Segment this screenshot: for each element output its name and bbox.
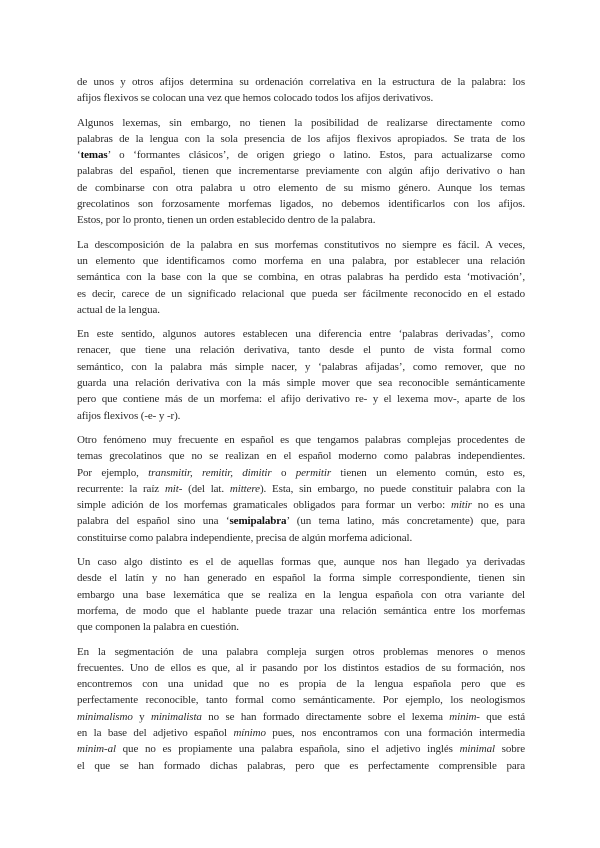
italic-term: mínimo xyxy=(233,726,266,739)
text-run: un elemento que identificamos como morfema en una palabra, por establecer una relación xyxy=(77,254,525,267)
text-line xyxy=(77,375,525,391)
italic-term: permitir xyxy=(295,466,332,479)
text-run: ’ (un tema latino, más concretamente) que, para xyxy=(286,515,525,528)
text-line xyxy=(77,237,525,253)
text-line xyxy=(77,603,525,619)
text-run: perfectamente reconocible, tanto formal como semánticamente. Por ejemplo, los neologismos xyxy=(77,694,525,707)
text-line xyxy=(77,465,525,481)
text-line xyxy=(77,497,525,513)
text-run: semántico, con la palabra más simple nacer, y ‘palabras afijadas’, como remover, que no xyxy=(77,360,525,373)
text-line xyxy=(77,448,525,464)
text-run: que está xyxy=(479,710,525,723)
italic-term: minim- xyxy=(449,710,480,723)
text-line xyxy=(77,342,525,358)
text-run: temas grecolatinos que no se realizan en el español moderno como palabras independientes. xyxy=(77,450,525,463)
text-run: semántica con la base con la que se combina, en otras palabras ha perdido esta ‘motivación’, xyxy=(77,271,525,284)
text-run: morfema, de modo que el hablante puede trazar una relación semántica entre los morfemas xyxy=(77,604,525,617)
italic-term: mittere xyxy=(229,482,260,495)
text-line xyxy=(77,570,525,586)
text-run: pues, nos encontramos con una formación intermedia xyxy=(265,726,525,739)
text-line xyxy=(77,90,525,106)
text-line xyxy=(77,725,525,741)
text-line xyxy=(77,131,525,147)
text-run: Algunos lexemas, sin embargo, no tienen la posibilidad de realizarse directamente como xyxy=(77,116,525,129)
text-run: (del lat. xyxy=(182,482,230,495)
text-line xyxy=(77,432,525,448)
text-line xyxy=(77,741,525,757)
text-run: pero que contiene más de un morfema: el afijo derivativo re- y el lexema mov-, aparte de los xyxy=(77,393,525,406)
bold-term: semipalabra xyxy=(229,515,287,528)
paragraph xyxy=(77,237,525,318)
text-line xyxy=(77,554,525,570)
text-line xyxy=(77,212,525,228)
text-line xyxy=(77,481,525,497)
text-run: de combinarse con otra palabra u otro elemento de su mismo género. Aunque los temas xyxy=(77,181,525,194)
text-line xyxy=(77,359,525,375)
text-run: palabra del español sino una ‘ xyxy=(77,515,230,528)
text-line xyxy=(77,758,525,774)
text-run: recurrente: la raíz xyxy=(77,482,165,495)
bold-term: temas xyxy=(80,149,108,162)
italic-term: mit- xyxy=(164,482,183,495)
text-run: embargo una base lexemática que se realiza en la lengua española con otra variante del xyxy=(77,588,525,601)
text-run: y xyxy=(132,710,151,723)
paragraph xyxy=(77,326,525,424)
text-run: que componen la palabra en cuestión. xyxy=(77,621,239,634)
text-run: el que se han formado dichas palabras, pero que es perfectamente comprensible para xyxy=(77,759,525,772)
text-line xyxy=(77,302,525,318)
text-run: es decir, carece de un significado relacional que pueda ser fácilmente reconocido en el estado xyxy=(77,287,525,300)
text-line xyxy=(77,326,525,342)
paragraph xyxy=(77,74,525,107)
text-run: simple adición de los morfemas gramaticales obligados para formar un verbo: xyxy=(77,499,451,512)
italic-term: minimalismo xyxy=(77,710,133,723)
text-line xyxy=(77,530,525,546)
text-run: no es una xyxy=(471,499,525,512)
document-page xyxy=(77,74,525,782)
text-run: En este sentido, algunos autores establecen una diferencia entre ‘palabras derivadas’, como xyxy=(77,328,525,341)
text-run: La descomposición de la palabra en sus morfemas constitutivos no siempre es fácil. A veces, xyxy=(77,238,525,251)
text-run: palabras de la lengua con la sola presencia de los afijos flexivos apropiados. Se trata de los xyxy=(77,132,525,145)
text-run: Otro fenómeno muy frecuente en español es que tengamos palabras complejas procedentes de xyxy=(77,433,525,446)
text-run: grecolatinos son forzosamente morfemas ligados, no debemos identificarlos con los afijos. xyxy=(77,198,525,211)
text-run: palabras del español, tienen que incrementarse previamente con algún afijo derivativo o han xyxy=(77,165,525,178)
text-line xyxy=(77,709,525,725)
text-line xyxy=(77,644,525,660)
text-run: tienen un elemento común, esto es, xyxy=(331,466,525,479)
text-run: encontremos con una unidad que no es propia de la lengua española pero que es xyxy=(77,678,525,691)
text-run: que no es propiamente una palabra española, sino el adjetivo inglés xyxy=(115,743,460,756)
italic-term: transmitir, remitir, dimitir xyxy=(148,466,272,479)
text-run: desde el latín y no han generado en español la forma simple correspondiente, tienen sin xyxy=(77,572,525,585)
text-run: renacer, que tiene una relación derivativa, tanto desde el punto de vista formal como xyxy=(77,344,525,357)
text-run: afijos flexivos se colocan una vez que hemos colocado todos los afijos derivativos. xyxy=(77,92,434,105)
text-run: Estos, por lo pronto, tienen un orden establecido dentro de la palabra. xyxy=(77,214,376,227)
text-run: en la base del adjetivo español xyxy=(77,726,234,739)
text-line xyxy=(77,74,525,90)
text-run: no se han formado directamente sobre el lexema xyxy=(201,710,450,723)
text-line xyxy=(77,180,525,196)
text-line xyxy=(77,587,525,603)
text-run: ’ o ‘formantes clásicos’, de origen griego o latino. Estos, para actualizarse como xyxy=(107,149,525,162)
italic-term: minimalista xyxy=(150,710,202,723)
text-line xyxy=(77,163,525,179)
text-run: frecuentes. Uno de ellos es que, al ir pasando por los distintos estadios de su formación, nos xyxy=(77,661,525,674)
text-run: En la segmentación de una palabra compleja surgen otros problemas menores o menos xyxy=(77,645,525,658)
text-run: ). Esta, sin embargo, no puede constituir palabra con la xyxy=(259,482,525,495)
text-line xyxy=(77,147,525,163)
text-line xyxy=(77,253,525,269)
text-line xyxy=(77,513,525,529)
paragraph xyxy=(77,554,525,635)
text-run: constituirse como palabra independiente, precisa de algún morfema adicional. xyxy=(77,531,413,544)
text-run: actual de la lengua. xyxy=(77,303,160,316)
text-line xyxy=(77,676,525,692)
text-run: sobre xyxy=(494,743,525,756)
italic-term: minim-al xyxy=(77,743,116,756)
text-line xyxy=(77,660,525,676)
text-run: o xyxy=(271,466,296,479)
text-run: guarda una relación derivativa con la más simple mover que sea reconocible semánticamente xyxy=(77,377,525,390)
text-run: ‘ xyxy=(77,149,81,162)
paragraph xyxy=(77,432,525,546)
text-line xyxy=(77,619,525,635)
text-run: Un caso algo distinto es el de aquellas formas que, aunque nos han llegado ya derivadas xyxy=(77,556,525,569)
text-line xyxy=(77,115,525,131)
italic-term: mitir xyxy=(450,499,472,512)
text-line xyxy=(77,408,525,424)
text-line xyxy=(77,391,525,407)
paragraph xyxy=(77,115,525,229)
italic-term: minimal xyxy=(459,743,495,756)
text-line xyxy=(77,286,525,302)
text-line xyxy=(77,269,525,285)
text-run: Por ejemplo, xyxy=(77,466,149,479)
text-run: de unos y otros afijos determina su ordenación correlativa en la estructura de la palabra: los xyxy=(77,76,525,88)
text-line xyxy=(77,196,525,212)
text-line xyxy=(77,692,525,708)
text-run: afijos flexivos (-e- y -r). xyxy=(77,409,181,422)
paragraph xyxy=(77,644,525,774)
